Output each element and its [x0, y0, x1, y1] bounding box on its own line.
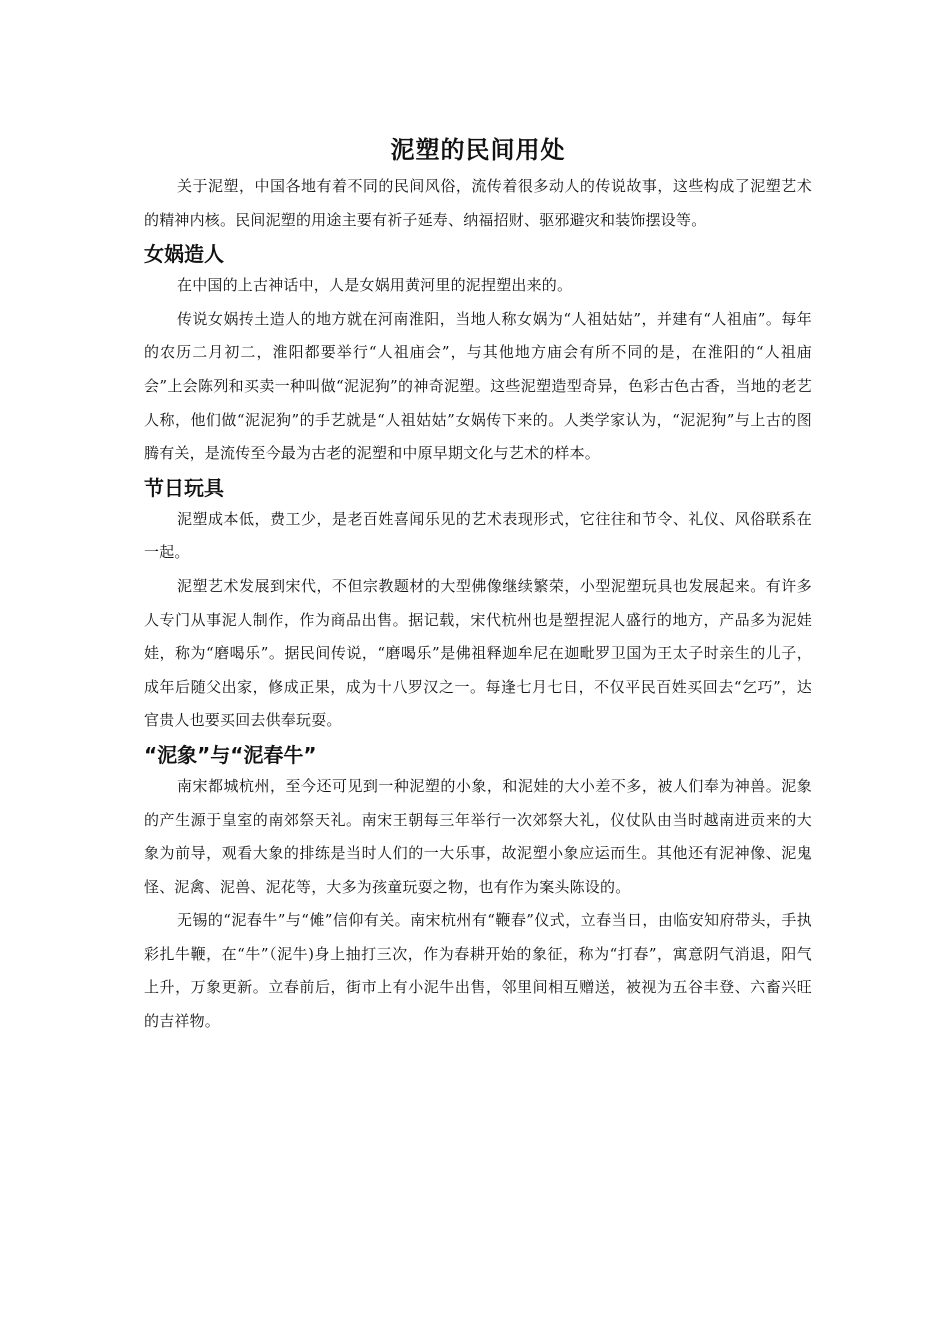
section-paragraph: 南宋都城杭州，至今还可见到一种泥塑的小象，和泥娃的大小差不多，被人们奉为神兽。泥象的产生源于皇室的南郊祭天礼。南宋王朝每三年举行一次郊祭大礼，仪仗队由当时越南进贡来的大象为前导，观看大象的排练是当时人们的一大乐事，故泥塑小象应运而生。其他还有泥神像、泥鬼怪、泥禽、泥兽、泥花等，大多为孩童玩耍之物，也有作为案头陈设的。	[144, 776, 812, 896]
section-paragraph: 在中国的上古神话中，人是女娲用黄河里的泥捏塑出来的。	[177, 276, 573, 295]
section-paragraph: 泥塑艺术发展到宋代，不但宗教题材的大型佛像继续繁荣，小型泥塑玩具也发展起来。有许多人专门从事泥人制作，作为商品出售。据记载，宋代杭州也是塑捏泥人盛行的地方，产品多为泥娃娃，称为“磨喝乐”。据民间传说，“磨喝乐”是佛祖释迦牟尼在迦毗罗卫国为王太子时亲生的儿子，成年后随父出家，修成正果，成为十八罗汉之一。每逢七月七日，不仅平民百姓买回去“乞巧”，达官贵人也要买回去供奉玩耍。	[144, 576, 812, 730]
section-heading: 节日玩具	[144, 475, 224, 500]
intro-paragraph: 关于泥塑，中国各地有着不同的民间风俗，流传着很多动人的传说故事，这些构成了泥塑艺术的精神内核。民间泥塑的用途主要有祈子延寿、纳福招财、驱邪避灾和装饰摆设等。	[144, 177, 812, 229]
document-page	[144, 130, 812, 1039]
section-paragraph: 无锡的“泥春牛”与“傩”信仰有关。南宋杭州有“鞭春”仪式，立春当日，由临安知府带头，手执彩扎牛鞭，在“牛”（泥牛)身上抽打三次，作为春耕开始的象征，称为“打春”，寓意阴气消退，阳气上升，万象更新。立春前后，街市上有小泥牛出售，邻里间相互赠送，被视为五谷丰登、六畜兴旺的吉祥物。	[144, 911, 812, 1031]
section-heading: 女娲造人	[144, 242, 224, 267]
document-title: 泥塑的民间用处	[390, 136, 566, 164]
section-nuwa	[144, 237, 812, 471]
section-paragraph: 泥塑成本低，费工少，是老百姓喜闻乐见的艺术表现形式，它往往和节令、礼仪、风俗联系在一起。	[144, 509, 812, 562]
section-festival-toys	[144, 471, 812, 738]
section-clay-elephant-ox	[144, 738, 812, 1039]
section-heading: “泥象”与“泥春牛”	[144, 742, 317, 767]
section-paragraph: 传说女娲抟土造人的地方就在河南淮阳，当地人称女娲为“人祖姑姑”，并建有“人祖庙”。每年的农历二月初二，淮阳都要举行“人祖庙会”，与其他地方庙会有所不同的是，在淮阳的“人祖庙会”上会陈列和买卖一种叫做“泥泥狗”的神奇泥塑。这些泥塑造型奇异，色彩古色古香，当地的老艺人称，他们做“泥泥狗”的手艺就是“人祖姑姑”女娲传下来的。人类学家认为，“泥泥狗”与上古的图腾有关，是流传至今最为古老的泥塑和中原早期文化与艺术的样本。	[144, 309, 812, 463]
